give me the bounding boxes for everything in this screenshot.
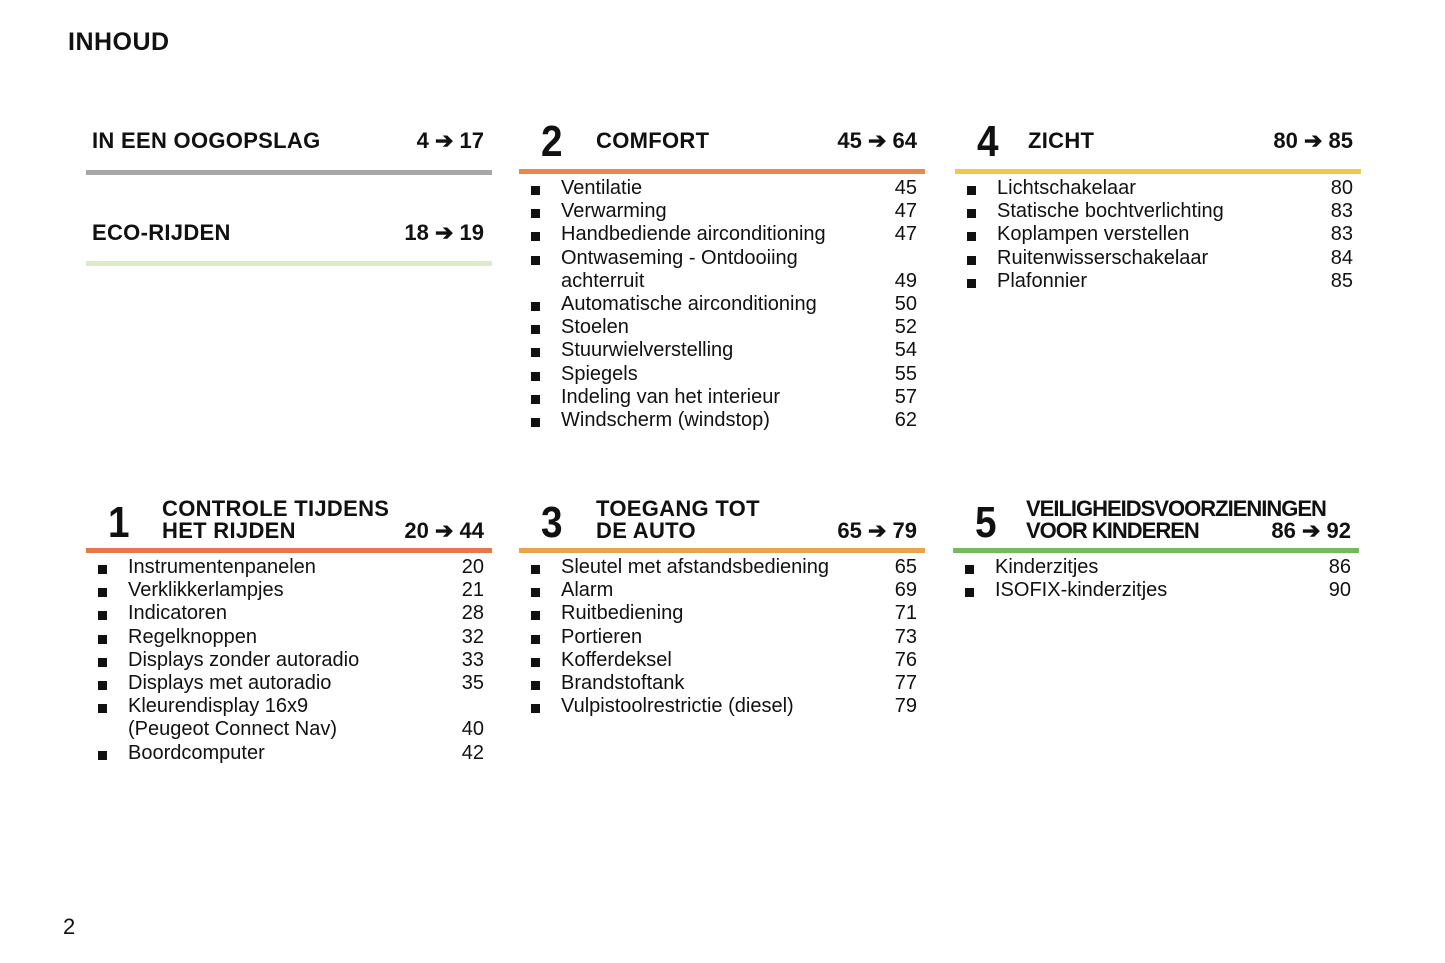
section-divider [519, 169, 925, 174]
section-divider [955, 169, 1361, 174]
bullet-icon [98, 611, 107, 620]
section-divider [86, 170, 492, 175]
list-item[interactable]: Windscherm (windstop) 62 [519, 409, 925, 432]
bullet-icon [531, 232, 540, 241]
page-range: 80 ➔ 85 [1273, 128, 1353, 153]
list-item[interactable]: Vulpistoolrestrictie (diesel) 79 [519, 695, 925, 718]
bullet-icon [531, 302, 540, 311]
arrow-right-icon: ➔ [434, 220, 454, 245]
bullet-icon [98, 658, 107, 667]
list-item[interactable]: Alarm 69 [519, 579, 925, 602]
list-item[interactable]: Stuurwielverstelling 54 [519, 339, 925, 362]
bullet-icon [531, 256, 540, 265]
bullet-icon [531, 325, 540, 334]
item-list [955, 177, 1361, 293]
section-title[interactable]: CONTROLE TIJDENS HET RIJDEN [162, 496, 390, 543]
arrow-right-icon: ➔ [1301, 518, 1321, 543]
bullet-icon [531, 372, 540, 381]
section-title[interactable]: TOEGANG TOT DE AUTO [596, 496, 760, 543]
bullet-icon [967, 209, 976, 218]
bullet-icon [98, 681, 107, 690]
page-range: 4 ➔ 17 [416, 128, 484, 153]
list-item[interactable]: Ruitbediening 71 [519, 602, 925, 625]
list-item[interactable]: ISOFIX-kinderzitjes 90 [953, 579, 1359, 602]
bullet-icon [531, 635, 540, 644]
arrow-right-icon: ➔ [1303, 128, 1323, 153]
page-range: 86 ➔ 92 [1271, 518, 1351, 543]
bullet-icon [531, 611, 540, 620]
list-item[interactable]: Plafonnier 85 [955, 270, 1361, 293]
list-item[interactable]: Displays zonder autoradio 33 [86, 649, 492, 672]
list-item[interactable]: Verwarming 47 [519, 200, 925, 223]
section-number: 2 [541, 117, 563, 166]
list-item[interactable]: Handbediende airconditioning 47 [519, 223, 925, 246]
section-veiligheid [953, 497, 1359, 602]
section-title[interactable]: VEILIGHEIDSVOORZIENINGEN VOOR KINDEREN [1026, 496, 1326, 543]
section-number: 3 [541, 498, 563, 547]
list-item[interactable]: Stoelen 52 [519, 316, 925, 339]
list-item[interactable]: Ruitenwisserschakelaar 84 [955, 247, 1361, 270]
page-range: 45 ➔ 64 [837, 128, 917, 153]
list-item[interactable]: Indeling van het interieur 57 [519, 386, 925, 409]
arrow-right-icon: ➔ [867, 518, 887, 543]
item-list [519, 177, 925, 432]
section-title[interactable]: COMFORT [596, 128, 710, 153]
section-divider [953, 548, 1359, 553]
section-eco[interactable] [86, 220, 492, 266]
list-item[interactable]: Koplampen verstellen 83 [955, 223, 1361, 246]
bullet-icon [531, 704, 540, 713]
item-list [953, 556, 1359, 602]
list-item[interactable]: Lichtschakelaar 80 [955, 177, 1361, 200]
list-item[interactable]: Portieren 73 [519, 626, 925, 649]
bullet-icon [967, 232, 976, 241]
page-number: 2 [63, 914, 76, 939]
bullet-icon [531, 658, 540, 667]
list-item[interactable]: Statische bochtverlichting 83 [955, 200, 1361, 223]
section-title: IN EEN OOGOPSLAG [92, 128, 321, 153]
bullet-icon [967, 256, 976, 265]
list-item[interactable]: Verklikkerlampjes 21 [86, 579, 492, 602]
section-number: 1 [108, 498, 130, 547]
list-item[interactable]: Ventilatie 45 [519, 177, 925, 200]
section-divider [86, 548, 492, 553]
bullet-icon [531, 565, 540, 574]
bullet-icon [98, 565, 107, 574]
page-range: 20 ➔ 44 [404, 518, 484, 543]
section-divider [519, 548, 925, 553]
list-item[interactable]: Regelknoppen 32 [86, 626, 492, 649]
arrow-right-icon: ➔ [434, 518, 454, 543]
bullet-icon [531, 588, 540, 597]
arrow-right-icon: ➔ [434, 128, 454, 153]
section-divider [86, 261, 492, 266]
section-zicht [955, 118, 1361, 293]
list-item[interactable]: Brandstoftank 77 [519, 672, 925, 695]
item-list [519, 556, 925, 718]
bullet-icon [965, 588, 974, 597]
bullet-icon [531, 186, 540, 195]
bullet-icon [98, 635, 107, 644]
section-overview[interactable] [86, 128, 492, 175]
list-item[interactable]: Automatische airconditioning 50 [519, 293, 925, 316]
bullet-icon [965, 565, 974, 574]
section-toegang [519, 497, 925, 718]
item-list [86, 556, 492, 765]
list-item[interactable]: Kinderzitjes 86 [953, 556, 1359, 579]
list-item[interactable]: Boordcomputer 42 [86, 742, 492, 765]
list-item[interactable]: Spiegels 55 [519, 363, 925, 386]
list-item[interactable]: Displays met autoradio 35 [86, 672, 492, 695]
list-item[interactable]: Sleutel met afstandsbediening 65 [519, 556, 925, 579]
bullet-icon [98, 704, 107, 713]
section-comfort [519, 118, 925, 432]
bullet-icon [98, 751, 107, 760]
bullet-icon [531, 418, 540, 427]
list-item[interactable]: Instrumentenpanelen 20 [86, 556, 492, 579]
section-title[interactable]: ZICHT [1028, 128, 1095, 153]
page-range: 18 ➔ 19 [404, 220, 484, 245]
list-item[interactable]: Ontwaseming - Ontdooiing achterruit 49 [519, 247, 925, 293]
bullet-icon [531, 348, 540, 357]
bullet-icon [531, 209, 540, 218]
list-item[interactable]: Kofferdeksel 76 [519, 649, 925, 672]
bullet-icon [531, 681, 540, 690]
bullet-icon [531, 395, 540, 404]
page-range: 65 ➔ 79 [837, 518, 917, 543]
bullet-icon [967, 186, 976, 195]
bullet-icon [98, 588, 107, 597]
section-number: 5 [975, 498, 997, 547]
list-item[interactable]: Kleurendisplay 16x9 (Peugeot Connect Nav) 40 [86, 695, 492, 741]
section-number: 4 [977, 117, 999, 166]
page-title: INHOUD [68, 28, 170, 56]
arrow-right-icon: ➔ [867, 128, 887, 153]
section-controle [86, 497, 492, 765]
bullet-icon [967, 279, 976, 288]
list-item[interactable]: Indicatoren 28 [86, 602, 492, 625]
section-title: ECO-RIJDEN [92, 220, 231, 245]
